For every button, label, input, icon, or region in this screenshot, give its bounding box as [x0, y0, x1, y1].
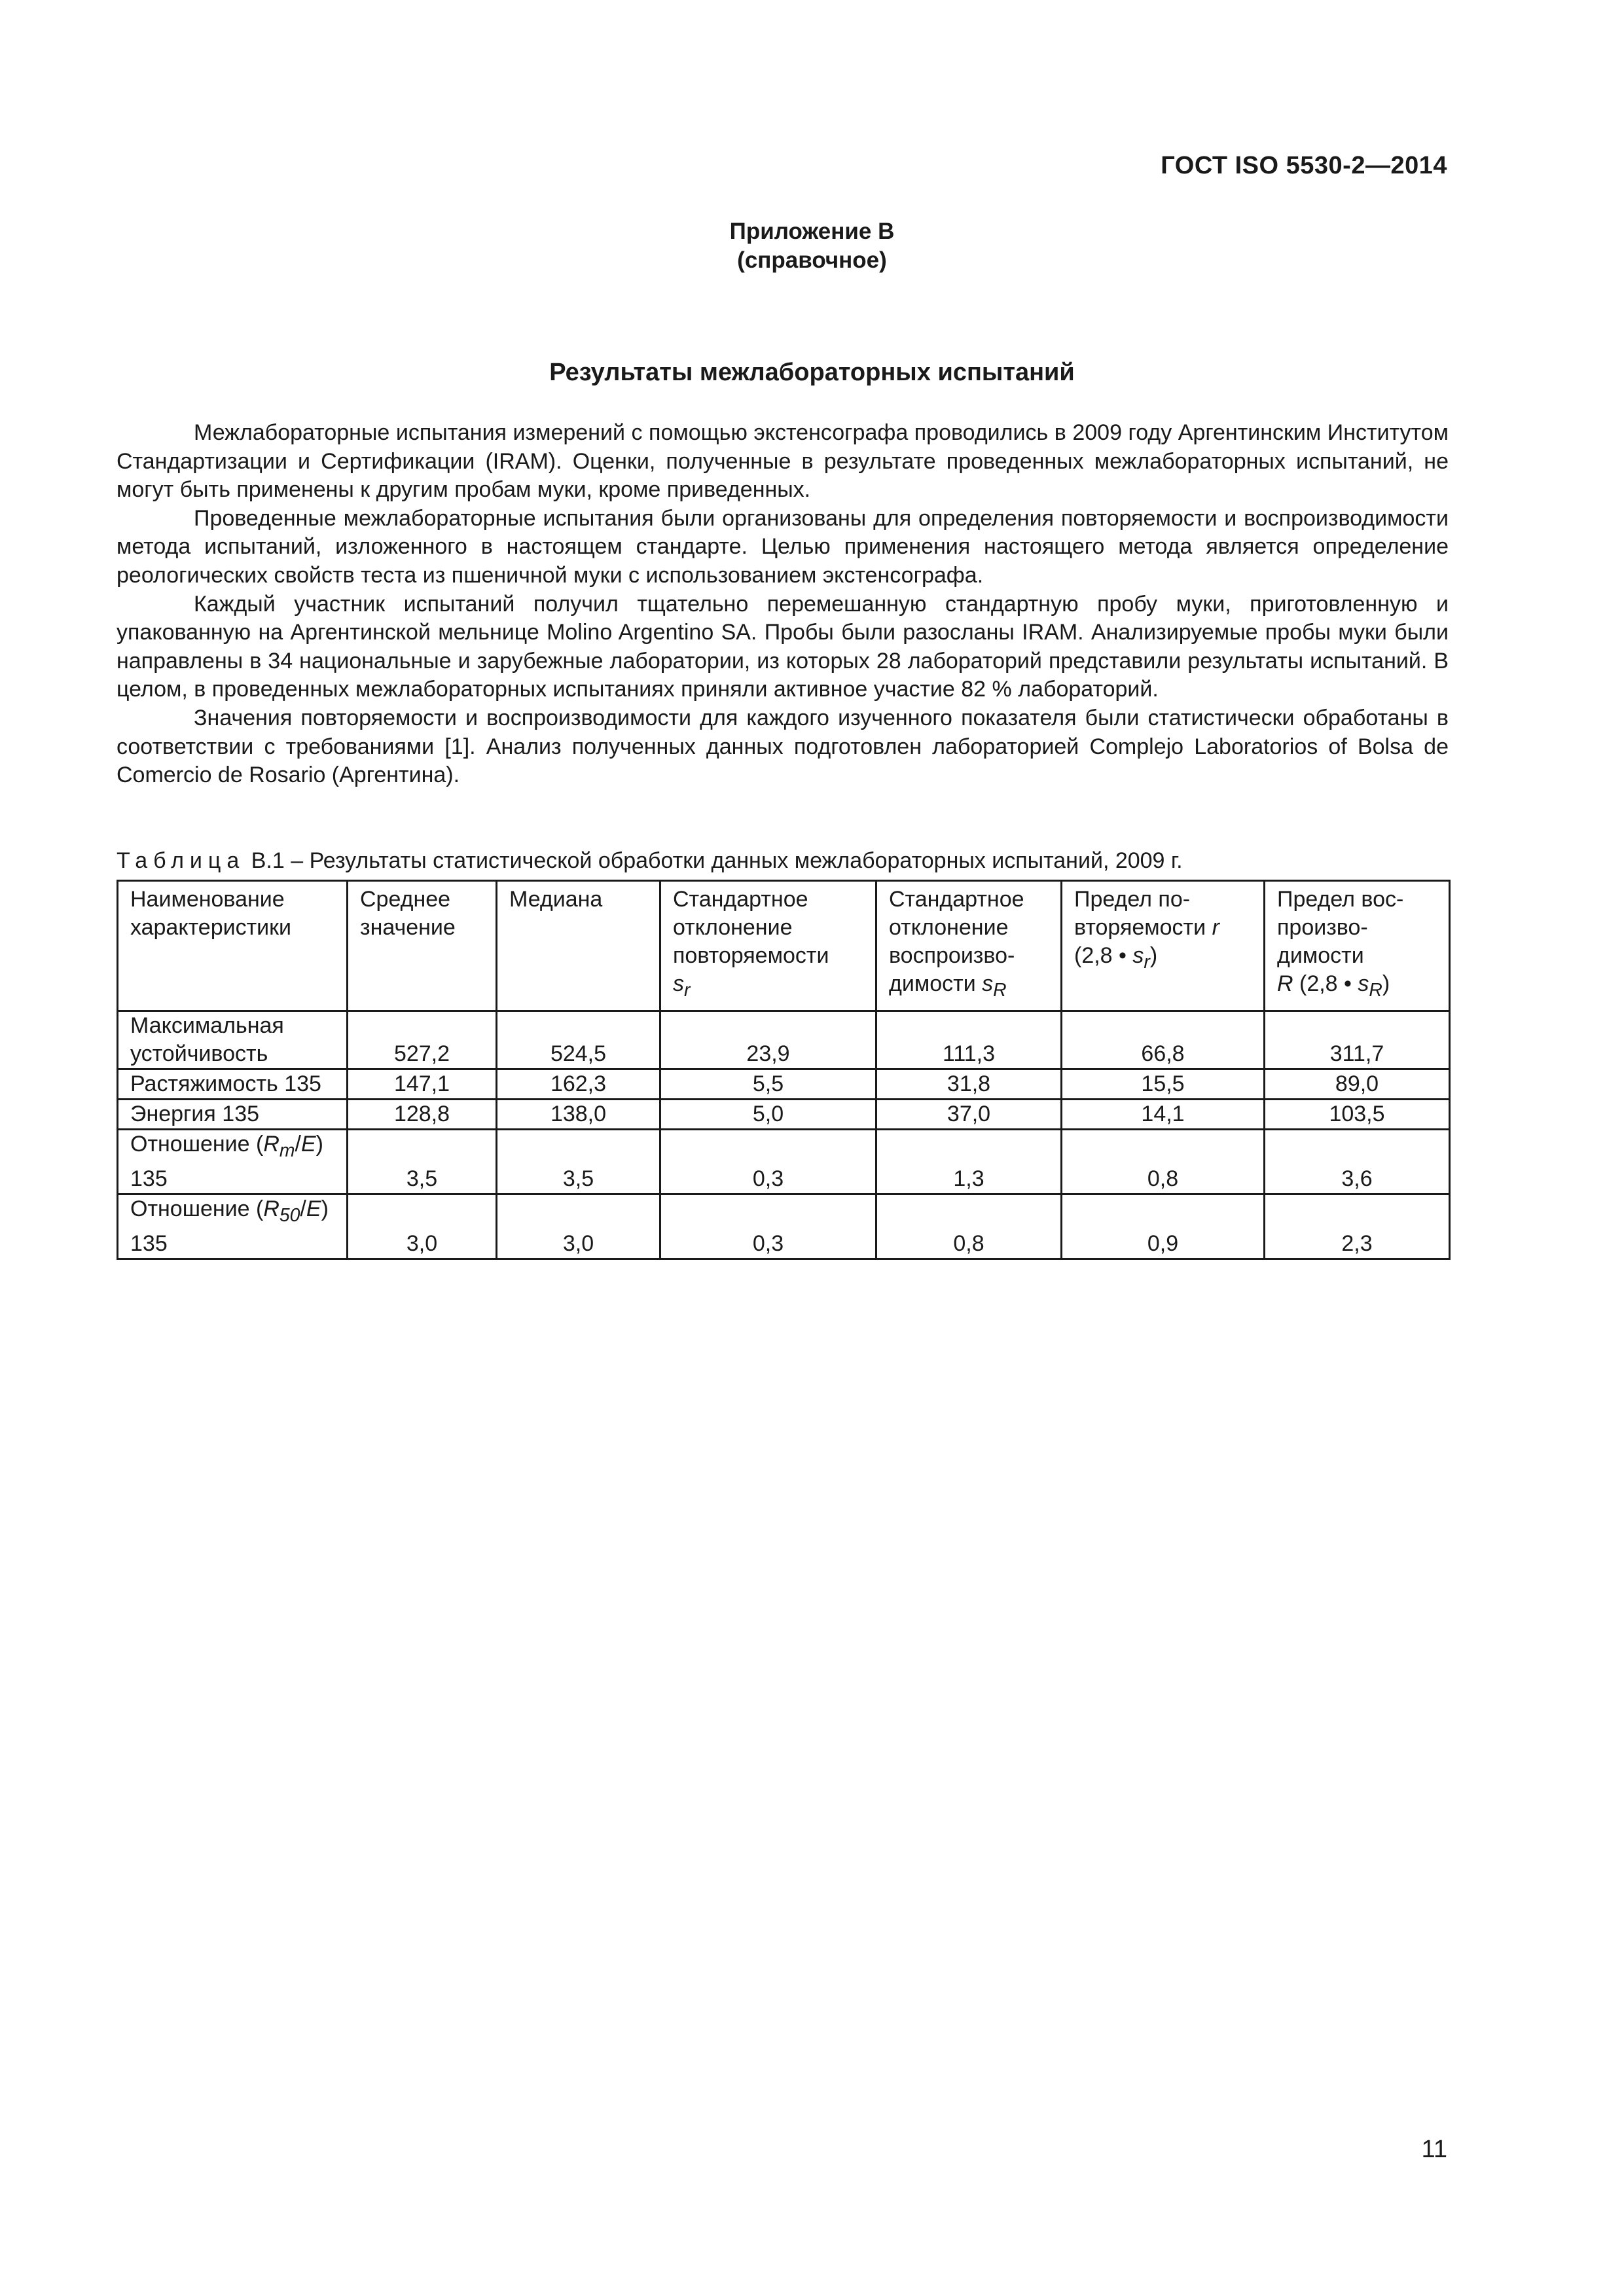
- cell-reproducibility-limit: 103,5: [1265, 1100, 1450, 1130]
- cell-repeatability-limit: 0,8: [1062, 1130, 1265, 1194]
- table-row: [118, 1100, 1450, 1130]
- cell-repeatability-sd: 0,3: [660, 1130, 876, 1194]
- results-table: [117, 880, 1451, 1260]
- header-reproducibility-limit: Предел вос-произво-димости R (2,8 • $s_R$): [1265, 881, 1450, 1011]
- cell-reproducibility-limit: 2,3: [1265, 1194, 1450, 1259]
- cell-reproducibility-sd: 0,8: [876, 1194, 1062, 1259]
- cell-repeatability-sd: 5,5: [660, 1069, 876, 1100]
- cell-reproducibility-sd: 111,3: [876, 1011, 1062, 1069]
- cell-repeatability-limit: 14,1: [1062, 1100, 1265, 1130]
- cell-median: 162,3: [497, 1069, 660, 1100]
- row-name: Энергия 135: [118, 1100, 348, 1130]
- cell-reproducibility-sd: 31,8: [876, 1069, 1062, 1100]
- row-name: Растяжимость 135: [118, 1069, 348, 1100]
- cell-repeatability-limit: 66,8: [1062, 1011, 1265, 1069]
- row-name: Отношение $(R_m/E)$ 135: [118, 1130, 348, 1194]
- paragraph: Межлабораторные испытания измерений с помощью экстенсографа проводились в 2009 году Аргентинским Институтом Стандартизации и Сертификации (IRAM). Оценки, полученные в результате проведенных межлабораторных испытаний, не могут быть применены к другим пробам муки, кроме приведенных.: [117, 420, 1449, 503]
- page-number: 11: [1421, 2136, 1447, 2163]
- cell-reproducibility-limit: 311,7: [1265, 1011, 1450, 1069]
- body-text: [117, 419, 1449, 790]
- header-median: Медиана: [497, 881, 660, 1011]
- section-title: Результаты межлабораторных испытаний: [549, 359, 1075, 386]
- cell-mean: 3,5: [348, 1130, 497, 1194]
- cell-repeatability-sd: 23,9: [660, 1011, 876, 1069]
- table-caption: [117, 846, 1458, 875]
- table-row: [118, 1069, 1450, 1100]
- table-caption-prefix: Таблица: [117, 848, 245, 873]
- row-name: Максимальная устойчивость: [118, 1011, 348, 1069]
- cell-mean: 128,8: [348, 1100, 497, 1130]
- table-row: [118, 1011, 1450, 1069]
- cell-median: 524,5: [497, 1011, 660, 1069]
- table-row: [118, 1130, 1450, 1194]
- cell-repeatability-sd: 0,3: [660, 1194, 876, 1259]
- table-row: [118, 1194, 1450, 1259]
- cell-reproducibility-sd: 1,3: [876, 1130, 1062, 1194]
- cell-reproducibility-limit: 3,6: [1265, 1130, 1450, 1194]
- paragraph: Значения повторяемости и воспроизводимости для каждого изученного показателя были статистически обработаны в соответствии с требованиями [1]. Анализ полученных данных подготовлен лабораторией Complejo Laboratorios of Bolsa de Comercio de Rosario (Аргентина).: [117, 705, 1449, 788]
- table-header-row: [118, 881, 1450, 1011]
- cell-repeatability-limit: 15,5: [1062, 1069, 1265, 1100]
- annex-label: Приложение В: [729, 219, 895, 244]
- cell-median: 3,0: [497, 1194, 660, 1259]
- table-caption-text: В.1 – Результаты статистической обработки данных межлабораторных испытаний, 2009 г.: [245, 848, 1183, 873]
- header-repeatability-sd: Стандартное отклонение повторяемости $s_r$: [660, 881, 876, 1011]
- cell-repeatability-sd: 5,0: [660, 1100, 876, 1130]
- cell-mean: 527,2: [348, 1011, 497, 1069]
- paragraph: Каждый участник испытаний получил тщательно перемешанную стандартную пробу муки, приготовленную и упакованную на Аргентинской мельнице Molino Argentino SA. Пробы были разосланы IRAM. Анализируемые пробы муки были направлены в 34 национальные и зарубежные лаборатории, из которых 28 лабораторий представили результаты испытаний. В целом, в проведенных межлабораторных испытаниях приняли активное участие 82 % лабораторий.: [117, 591, 1449, 702]
- header-repeatability-limit: Предел по-вторяемости r (2,8 • $s_r$): [1062, 881, 1265, 1011]
- cell-median: 138,0: [497, 1100, 660, 1130]
- header-reproducibility-sd: Стандартное отклонение воспроизво-димости $s_R$: [876, 881, 1062, 1011]
- cell-repeatability-limit: 0,9: [1062, 1194, 1265, 1259]
- paragraph: Проведенные межлабораторные испытания были организованы для определения повторяемости и воспроизводимости метода испытаний, изложенного в настоящем стандарте. Целью применения настоящего метода является определение реологических свойств теста из пшеничной муки с использованием экстенсографа.: [117, 505, 1449, 588]
- header-mean: Среднее значение: [348, 881, 497, 1011]
- row-name: Отношение $(R_{50}/E)$ 135: [118, 1194, 348, 1259]
- cell-reproducibility-limit: 89,0: [1265, 1069, 1450, 1100]
- header-name: Наименование характеристики: [118, 881, 348, 1011]
- cell-reproducibility-sd: 37,0: [876, 1100, 1062, 1130]
- cell-mean: 3,0: [348, 1194, 497, 1259]
- annex-type: (справочное): [737, 247, 887, 273]
- document-standard-number: ГОСТ ISO 5530-2—2014: [1161, 152, 1447, 179]
- annex-heading: [0, 217, 1624, 275]
- cell-mean: 147,1: [348, 1069, 497, 1100]
- cell-median: 3,5: [497, 1130, 660, 1194]
- table-body: [118, 1011, 1450, 1259]
